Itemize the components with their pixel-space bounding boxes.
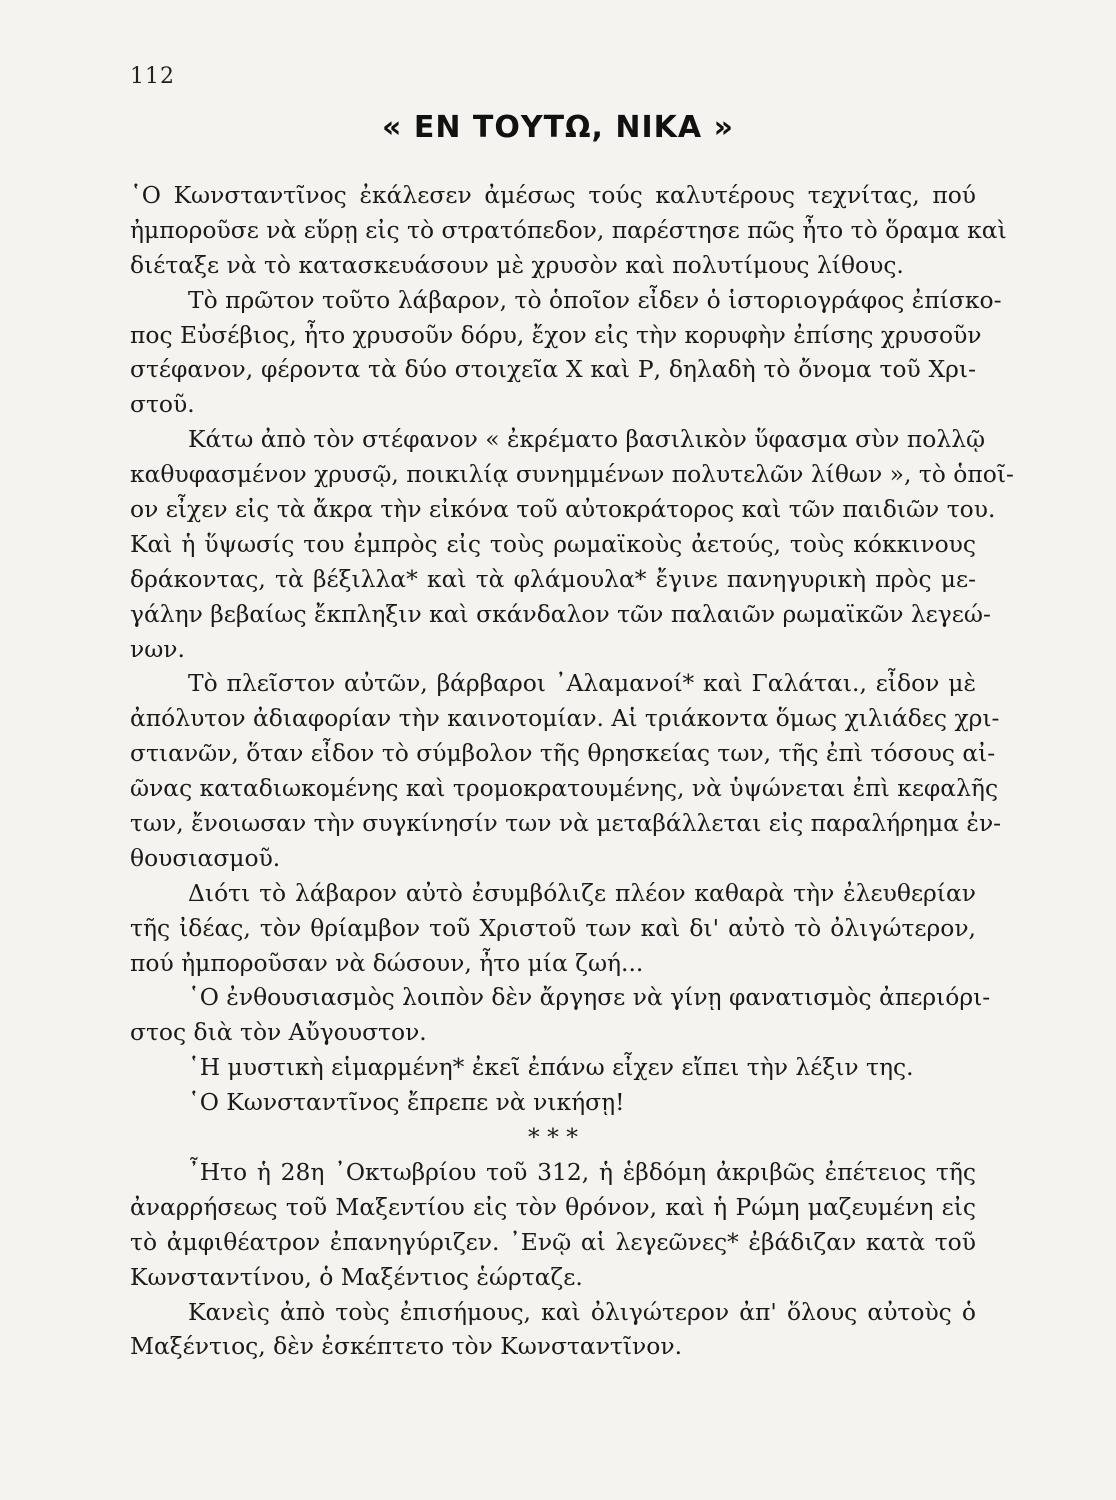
text-line: διέταξε νὰ τὸ κατασκευάσουν μὲ χρυσὸν καὶ πολυτίμους λίθους. [130, 250, 904, 279]
text-line: ῾Ο Κωνσταντῖνος ἐκάλεσεν ἀμέσως τούς καλυτέρους τεχνίτας, πού [130, 181, 976, 209]
text-line: στέφανον, φέροντα τὰ δύο στοιχεῖα Χ καὶ Ρ, δηλαδὴ τὸ ὄνομα τοῦ Χρι- [130, 355, 976, 384]
paragraph [130, 283, 1002, 423]
text-line: στοῦ. [130, 390, 195, 419]
text-line: ῶνας καταδιωκομένης καὶ τρομοκρατουμένης, νὰ ὑψώνεται ἐπὶ κεφαλῆς [130, 774, 999, 803]
paragraph [130, 422, 1014, 666]
text-line: Τὸ πρῶτον τοῦτο λάβαρον, τὸ ὁποῖον εἶδεν ὁ ἱστοριογράφος ἐπίσκο- [188, 285, 1002, 314]
paragraph [130, 178, 1007, 283]
text-line: ῾Ο ἐνθουσιασμὸς λοιπὸν δὲν ἄργησε νὰ γίνῃ φανατισμὸς ἀπεριόρι- [188, 983, 991, 1012]
text-line: γάλην βεβαίως ἔκπληξιν καὶ σκάνδαλον τῶν παλαιῶν ρωμαϊκῶν λεγεώ- [130, 599, 991, 628]
text-line: Κανεὶς ἀπὸ τοὺς ἐπισήμους, καὶ ὀλιγώτερον ἀπ' ὅλους αὐτοὺς ὁ [188, 1297, 976, 1326]
text-line: θουσιασμοῦ. [130, 843, 281, 872]
text-line: ῏Ητο ἡ 28η ᾿Οκτωβρίου τοῦ 312, ἡ ἑβδόμη ἀκριβῶς ἐπέτειος τῆς [188, 1157, 976, 1186]
text-line: Κωνσταντίνου, ὁ Μαξέντιος ἑώρταζε. [130, 1262, 583, 1291]
paragraph [130, 666, 1002, 875]
text-line: Μαξέντιος, δὲν ἐσκέπτετο τὸν Κωνσταντῖνον. [130, 1332, 682, 1361]
text-line: τὸ ἀμφιθέατρον ἐπανηγύριζεν. ᾿Ενῷ αἱ λεγεῶνες* ἐβάδιζαν κατὰ τοῦ [130, 1227, 976, 1256]
section-separator: * * * [528, 1123, 578, 1152]
text-line: καθυφασμένον χρυσῷ, ποικιλίᾳ συνημμένων πολυτελῶν λίθων », τὸ ὁποῖ- [130, 460, 1014, 489]
text-line: πος Εὐσέβιος, ἦτο χρυσοῦν δόρυ, ἔχον εἰς τὴν κορυφὴν ἐπίσης χρυσοῦν [130, 320, 982, 349]
paragraph [130, 1295, 976, 1365]
body-text [130, 178, 1014, 1364]
text-line: ἀναρρήσεως τοῦ Μαξεντίου εἰς τὸν θρόνον, καὶ ἡ Ρώμη μαζευμένη εἰς [130, 1192, 976, 1221]
text-line: ῾Ο Κωνσταντῖνος ἔπρεπε νὰ νικήσῃ! [188, 1088, 625, 1117]
text-line: Καὶ ἡ ὕψωσίς του ἐμπρὸς εἰς τοὺς ρωμαϊκοὺς ἀετούς, τοὺς κόκκινους [130, 529, 976, 558]
paragraph [130, 1155, 976, 1295]
text-line: στος διὰ τὸν Αὔγουστον. [130, 1018, 427, 1047]
paragraph [130, 980, 991, 1050]
text-line: νων. [130, 634, 185, 663]
text-line: Τὸ πλεῖστον αὐτῶν, βάρβαροι ᾿Αλαμανοί* καὶ Γαλάται., εἶδον μὲ [188, 669, 976, 698]
text-line: δράκοντας, τὰ βέξιλλα* καὶ τὰ φλάμουλα* ἔγινε πανηγυρικὴ πρὸς με- [130, 564, 976, 593]
text-line: πού ἠμποροῦσαν νὰ δώσουν, ἦτο μία ζωή... [130, 948, 644, 977]
text-line: ῾Η μυστικὴ εἱμαρμένη* ἐκεῖ ἐπάνω εἶχεν εἴπει τὴν λέξιν της. [188, 1053, 914, 1082]
text-line: των, ἔνοιωσαν τὴν συγκίνησίν των νὰ μεταβάλλεται εἰς παραλήρημα ἐν- [130, 809, 1002, 838]
paragraph [130, 1085, 976, 1120]
text-line: Κάτω ἀπὸ τὸν στέφανον « ἐκρέματο βασιλικὸν ὕφασμα σὺν πολλῷ [188, 425, 986, 454]
text-line: ον εἶχεν εἰς τὰ ἄκρα τὴν εἰκόνα τοῦ αὐτοκράτορος καὶ τῶν παιδιῶν του. [130, 495, 996, 524]
text-line: ἠμποροῦσε νὰ εὕρῃ εἰς τὸ στρατόπεδον, παρέστησε πῶς ἦτο τὸ ὅραμα καὶ [130, 215, 1007, 244]
text-line: Διότι τὸ λάβαρον αὐτὸ ἐσυμβόλιζε πλέον καθαρὰ τὴν ἐλευθερίαν [188, 878, 976, 907]
text-line: τῆς ἰδέας, τὸν θρίαμβον τοῦ Χριστοῦ των καὶ δι' αὐτὸ τὸ ὀλιγώτερον, [130, 913, 976, 942]
text-line: στιανῶν, ὅταν εἶδον τὸ σύμβολον τῆς θρησκείας των, τῆς ἐπὶ τόσους αἰ- [130, 739, 996, 768]
text-line: ἀπόλυτον ἀδιαφορίαν τὴν καινοτομίαν. Αἱ τριάκοντα ὅμως χιλιάδες χρι- [130, 704, 1000, 733]
page-number: 112 [130, 64, 175, 89]
paragraph [130, 1050, 976, 1085]
chapter-title: « ΕΝ ΤΟΥΤΩ, ΝΙΚΑ » [382, 110, 734, 145]
paragraph [130, 876, 976, 981]
